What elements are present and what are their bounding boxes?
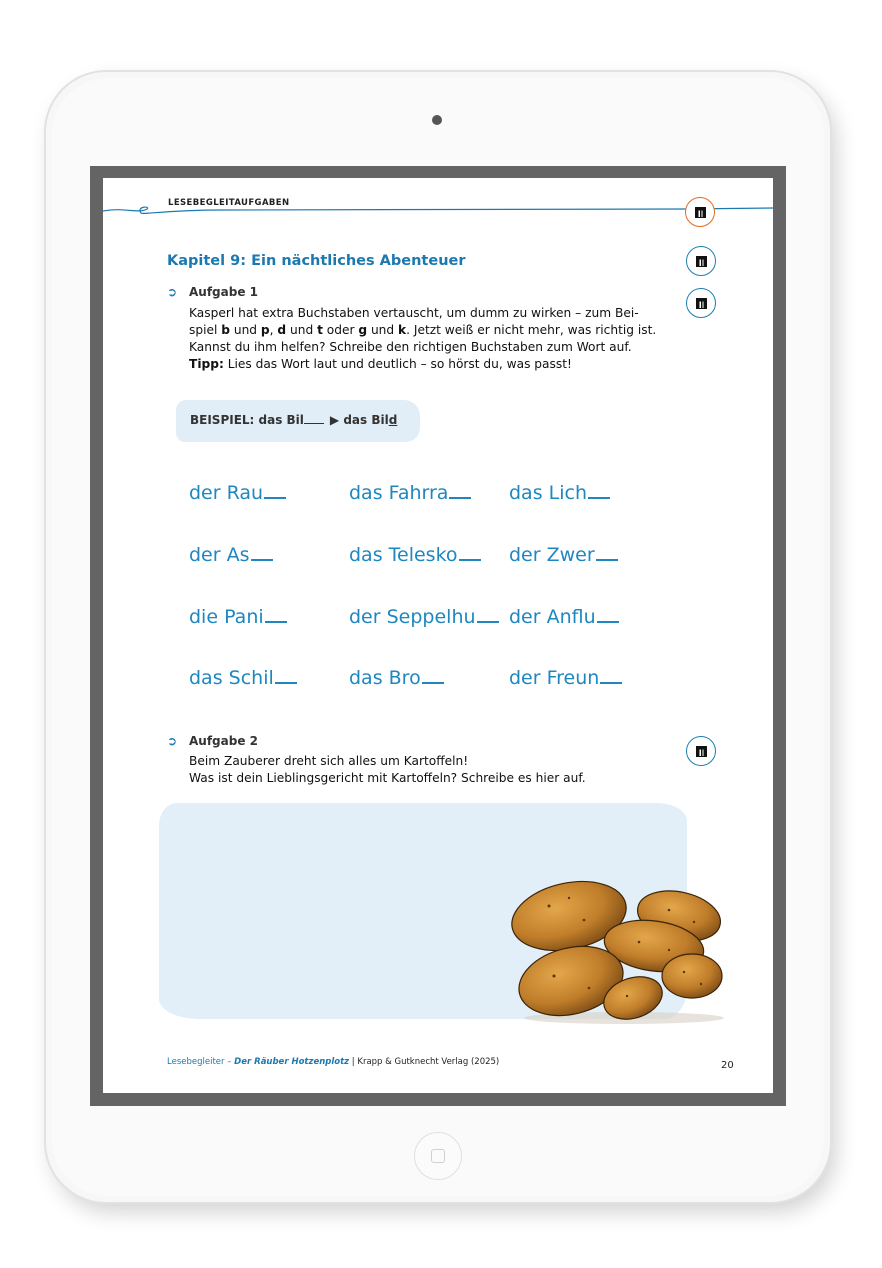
word-item: der Seppelhu	[349, 606, 499, 628]
task2-heading-label: Aufgabe 2	[189, 734, 258, 748]
answer-blank[interactable]	[459, 545, 481, 561]
footer-credit: Lesebegleiter – Der Räuber Hotzenplotz | Krapp & Gutknecht Verlag (2025)	[167, 1057, 500, 1067]
word-item: der Freun	[509, 667, 622, 689]
home-square-icon	[431, 1149, 445, 1163]
task2-line1: Beim Zauberer dreht sich alles um Kartoffeln!	[189, 754, 469, 768]
word-item: der Anflu	[509, 606, 619, 628]
task2-instructions	[189, 753, 694, 787]
potatoes-illustration	[509, 876, 729, 1026]
task1-heading-label: Aufgabe 1	[189, 285, 258, 299]
answer-blank[interactable]	[477, 607, 499, 623]
answer-blank[interactable]	[264, 483, 286, 499]
word-item: der As	[189, 544, 273, 566]
home-button[interactable]	[414, 1132, 462, 1180]
qr-code-icon-chapter[interactable]	[686, 246, 716, 276]
arrow-right-icon: ➲	[167, 285, 178, 299]
word-item: das Fahrra	[349, 482, 471, 504]
word-item: der Rau	[189, 482, 286, 504]
answer-blank[interactable]	[588, 483, 610, 499]
word-item: der Zwer	[509, 544, 618, 566]
example-box	[176, 400, 420, 442]
header-wave-line	[103, 202, 773, 222]
worksheet-page	[103, 178, 773, 1093]
chapter-title: Kapitel 9: Ein nächtliches Abenteuer	[167, 253, 466, 269]
page-number: 20	[721, 1060, 734, 1071]
task2-line2: Was ist dein Lieblingsgericht mit Kartoffeln? Schreibe es hier auf.	[189, 771, 586, 785]
answer-blank[interactable]	[275, 668, 297, 684]
task1-line2: spiel b und p, d und t oder g und k. Jetzt weiß er nicht mehr, was richtig ist.	[189, 323, 657, 337]
play-arrow-icon: ▶	[329, 413, 340, 427]
arrow-right-icon: ➲	[167, 734, 178, 748]
word-item: die Pani	[189, 606, 287, 628]
answer-blank[interactable]	[251, 545, 273, 561]
task1-heading	[167, 285, 258, 299]
word-item: das Lich	[509, 482, 610, 504]
word-item: das Telesko	[349, 544, 481, 566]
answer-blank[interactable]	[597, 607, 619, 623]
task1-instructions	[189, 305, 694, 373]
section-label: LESEBEGLEITAUFGABEN	[168, 198, 290, 208]
qr-code-icon-header[interactable]	[685, 197, 715, 227]
answer-blank[interactable]	[596, 545, 618, 561]
task1-line1: Kasperl hat extra Buchstaben vertauscht, um dumm zu wirken – zum Bei-	[189, 306, 639, 320]
answer-blank[interactable]	[422, 668, 444, 684]
word-item: das Bro	[349, 667, 444, 689]
answer-blank[interactable]	[600, 668, 622, 684]
word-item: das Schil	[189, 667, 297, 689]
task1-tipp: Tipp: Lies das Wort laut und deutlich – so hörst du, was passt!	[189, 357, 572, 371]
task1-line3: Kannst du ihm helfen? Schreibe den richtigen Buchstaben zum Wort auf.	[189, 340, 632, 354]
camera-icon	[432, 115, 442, 125]
example-text: BEISPIEL: das Bil ▶ das Bild	[190, 413, 398, 427]
answer-blank[interactable]	[449, 483, 471, 499]
task2-heading	[167, 734, 258, 748]
example-blank	[304, 413, 324, 424]
answer-blank[interactable]	[265, 607, 287, 623]
